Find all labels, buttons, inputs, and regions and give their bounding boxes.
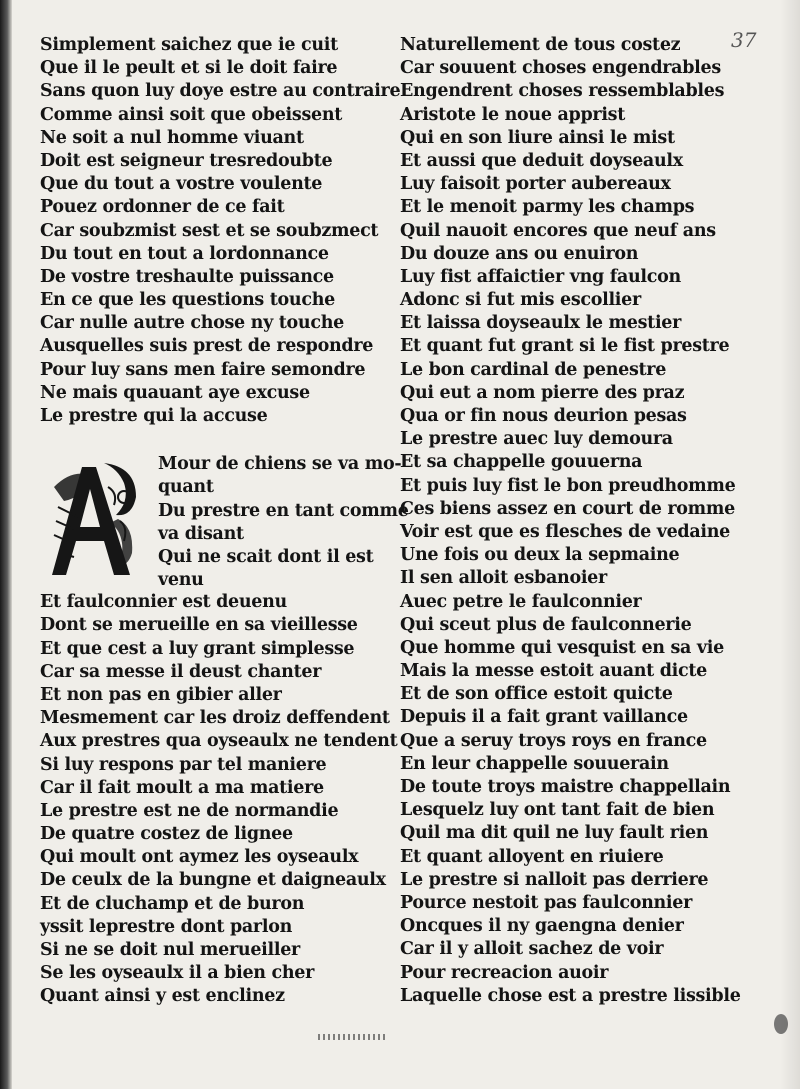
verse-line: Engendrent choses ressemblables (400, 81, 725, 102)
verse-line: Auec petre le faulconnier (400, 591, 642, 612)
verse-line: Si luy respons par tel maniere (40, 754, 327, 775)
verse-line: Et le menoit parmy les champs (400, 197, 695, 218)
verse-line: Et non pas en gibier aller (40, 684, 282, 705)
verse-line: Ne mais quauant aye excuse (40, 382, 310, 403)
verse-line: quant (158, 477, 214, 498)
verse-line: Luy fist affaictier vng faulcon (400, 266, 681, 287)
verse-line: Naturellement de tous costez (400, 35, 681, 55)
verse-line: va disant (158, 523, 244, 544)
verse-line: Du douze ans ou enuiron (400, 243, 639, 264)
verse-line: Le prestre auec luy demoura (400, 429, 673, 450)
verse-line: Du prestre en tant comme (158, 500, 409, 521)
verse-line: De toute troys maistre chappellain (400, 777, 731, 797)
verse-line: Doit est seigneur tresredoubte (40, 150, 333, 171)
verse-line: Oncques il ny gaengna denier (400, 916, 684, 937)
initial-verses (158, 453, 409, 592)
verse-line: Et aussi que deduit doyseaulx (400, 150, 683, 171)
verse-line: Mour de chiens se va mo- (158, 454, 402, 475)
verse-line: Si ne se doit nul merueiller (40, 940, 300, 960)
stanza-gap (40, 428, 385, 453)
right-column-verses (400, 34, 740, 1008)
verse-line: Comme ainsi soit que obeissent (40, 104, 343, 125)
verse-line: Dont se merueille en sa vieillesse (40, 615, 358, 636)
verse-line: Que du tout a vostre voulente (40, 174, 323, 195)
verse-line: Aristote le noue apprist (400, 104, 625, 125)
verse-line: De vostre treshaulte puissance (40, 266, 334, 287)
verse-line: Et puis luy fist le bon preudhomme (400, 475, 736, 496)
verse-line: Aux prestres qua oyseaulx ne tendent (40, 731, 398, 752)
verse-line: De quatre costez de lignee (40, 824, 293, 845)
verse-line: Sans quon luy doye estre au contraire (40, 81, 401, 102)
verse-line: Le prestre qui la accuse (40, 406, 268, 426)
verse-line: Une fois ou deux la sepmaine (400, 545, 680, 566)
verse-line: Ces biens assez en court de romme (400, 498, 735, 519)
verse-line: Et de cluchamp et de buron (40, 893, 305, 914)
verse-line: Simplement saichez que ie cuit (40, 35, 338, 55)
verse-line: Que homme qui vesquist en sa vie (400, 637, 724, 658)
verse-line: Qua or fin nous deurion pesas (400, 406, 687, 426)
verse-line: Le bon cardinal de penestre (400, 359, 667, 380)
verse-line: Qui en son liure ainsi le mist (400, 127, 675, 148)
verse-line: Se les oyseaulx il a bien cher (40, 963, 315, 984)
verse-line: venu (158, 570, 204, 591)
verse-line: Lesquelz luy ont tant fait de bien (400, 800, 715, 821)
woodcut-initial-a-icon (44, 457, 144, 585)
verse-line: Et laissa doyseaulx le mestier (400, 313, 682, 334)
left-column-top-verses (40, 34, 401, 428)
verse-line: En ce que les questions touche (40, 290, 335, 311)
verse-line: Mesmement car les droiz deffendent (40, 708, 390, 729)
verse-line: Quant ainsi y est enclinez (40, 986, 285, 1007)
scan-edge (0, 0, 12, 1089)
verse-line: En leur chappelle souuerain (400, 753, 669, 774)
verse-line: Qui ne scait dont il est (158, 546, 374, 567)
verse-line: Et faulconnier est deuenu (40, 592, 287, 613)
verse-line: Qui moult ont aymez les oyseaulx (40, 847, 359, 868)
verse-line: Et quant fut grant si le fist prestre (400, 336, 730, 357)
verse-line: Ausquelles suis prest de respondre (40, 336, 374, 357)
verse-line: Le prestre est ne de normandie (40, 800, 339, 821)
verse-line: Pouez ordonner de ce fait (40, 197, 285, 218)
verse-line: Car soubzmist sest et se soubzmect (40, 220, 379, 241)
verse-line: Et quant alloyent en riuiere (400, 846, 664, 867)
verse-line: Qui sceut plus de faulconnerie (400, 614, 692, 635)
verse-line: Le prestre si nalloit pas derriere (400, 869, 709, 890)
verse-line: Qui eut a nom pierre des praz (400, 382, 685, 403)
verse-line: Car nulle autre chose ny touche (40, 313, 344, 334)
verse-line: Car souuent choses engendrables (400, 58, 721, 79)
verse-line: Quil ma dit quil ne luy fault rien (400, 823, 709, 844)
page-number: 37 (731, 28, 757, 52)
verse-line: Et que cest a luy grant simplesse (40, 638, 355, 659)
verse-line: Que a seruy troys roys en france (400, 730, 707, 751)
verse-line: Luy faisoit porter aubereaux (400, 174, 671, 195)
verse-line: Car sa messe il deust chanter (40, 661, 322, 682)
verse-line: Pour luy sans men faire semondre (40, 359, 366, 380)
left-column (40, 34, 409, 1009)
verse-line: Et sa chappelle gouuerna (400, 452, 643, 473)
verse-line: Laquelle chose est a prestre lissible (400, 985, 741, 1006)
decorated-initial-block (40, 453, 409, 591)
ornament-dots (318, 1034, 388, 1040)
verse-line: Mais la messe estoit auant dicte (400, 661, 707, 682)
page-shade (780, 0, 800, 1089)
verse-line: Depuis il a fait grant vaillance (400, 707, 688, 728)
ink-blot (774, 1014, 788, 1034)
verse-line: Quil nauoit encores que neuf ans (400, 220, 716, 241)
verse-line: Ne soit a nul homme viuant (40, 127, 304, 148)
verse-line: Que il le peult et si le doit faire (40, 58, 338, 79)
verse-line: Il sen alloit esbanoier (400, 568, 607, 589)
verse-line: yssit leprestre dont parlon (40, 916, 292, 937)
verse-line: Pour recreacion auoir (400, 962, 609, 983)
verse-line: Voir est que es flesches de vedaine (400, 521, 730, 542)
verse-line: Et de son office estoit quicte (400, 684, 673, 705)
verse-line: Adonc si fut mis escollier (400, 290, 641, 311)
verse-line: Du tout en tout a lordonnance (40, 243, 329, 264)
verse-line: Car il y alloit sachez de voir (400, 939, 664, 960)
verse-line: Pource nestoit pas faulconnier (400, 892, 693, 913)
verse-line: Car il fait moult a ma matiere (40, 777, 324, 798)
verse-line: De ceulx de la bungne et daigneaulx (40, 870, 386, 891)
right-column (400, 34, 740, 1008)
left-column-bottom-verses (40, 591, 398, 1008)
